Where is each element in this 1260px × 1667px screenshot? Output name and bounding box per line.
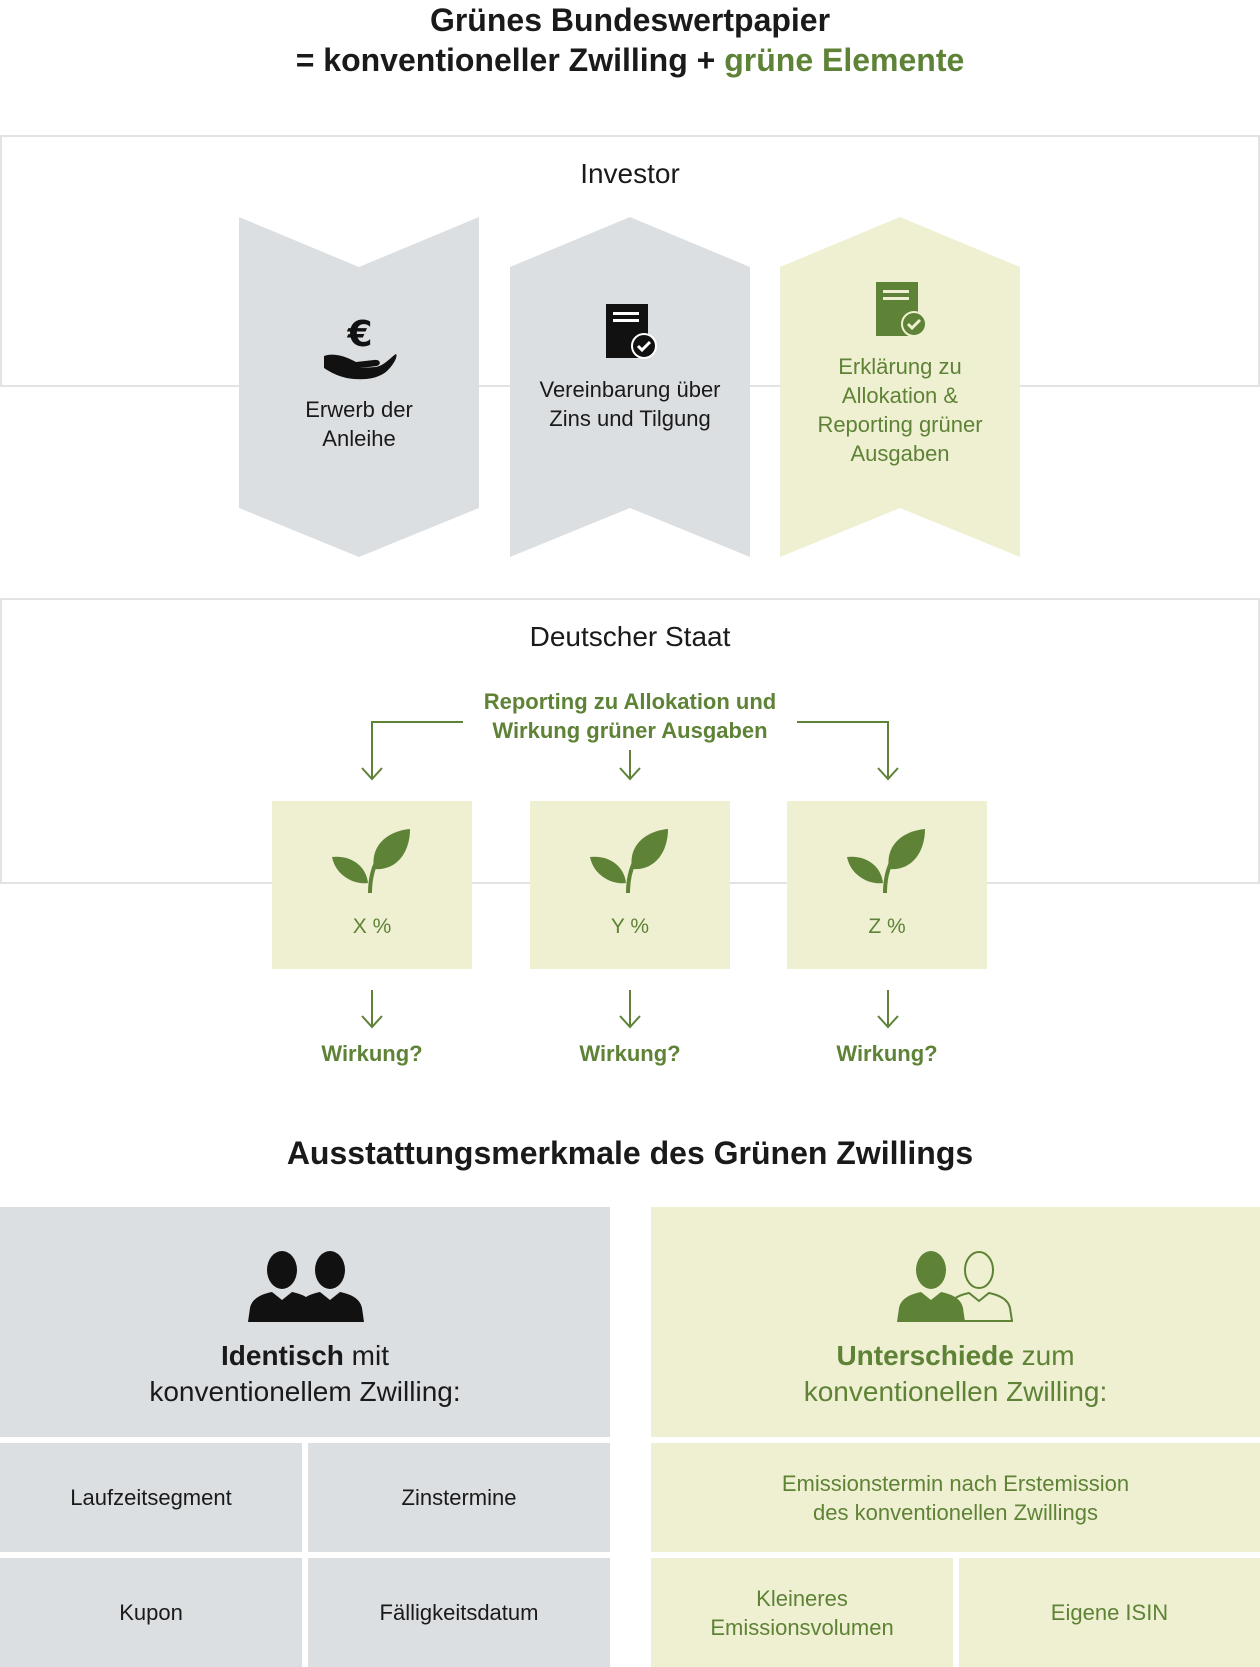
arrow-left [362, 722, 463, 779]
allocation-pct: Z % [868, 915, 906, 938]
title-prefix: = konventioneller Zwilling + [295, 42, 716, 78]
identical-item-kupon: Kupon [0, 1558, 302, 1667]
wirkung-arrow-2 [620, 990, 640, 1027]
difference-item-emissionstermin: Emissionstermin nach Erstemission des konventionellen Zwillings [651, 1443, 1260, 1552]
allocation-box-x [272, 801, 472, 969]
wirkung-arrow-1 [362, 990, 382, 1027]
differences-title-bold: Unterschiede [836, 1340, 1014, 1371]
allocation-box-z [787, 801, 987, 969]
allocation-pct: Y % [610, 915, 650, 938]
twin-outline-icon [897, 1250, 1013, 1322]
identical-item-laufzeitsegment: Laufzeitsegment [0, 1443, 302, 1552]
twins-icon [248, 1250, 364, 1322]
identical-title-bold: Identisch [220, 1340, 344, 1371]
identical-item-zinstermine: Zinstermine [308, 1443, 610, 1552]
investor-label: Investor [580, 158, 680, 189]
reporting-line-2: Wirkung grüner Ausgaben [492, 718, 768, 743]
differences-title-line-2: konventionellen Zwilling: [803, 1376, 1108, 1407]
difference-item-emissionsvolumen: Kleineres Emissionsvolumen [651, 1558, 953, 1667]
staat-label: Deutscher Staat [529, 621, 731, 652]
identical-title-line-1 [0, 1338, 610, 1374]
identical-title-rest: mit [343, 1340, 390, 1371]
leaf-icon [588, 825, 672, 897]
wirkung-label-3: Wirkung? [836, 1041, 938, 1066]
title-main: Grünes Bundeswertpapier [429, 2, 831, 38]
difference-item-isin: Eigene ISIN [959, 1558, 1260, 1667]
flag-text-3: Erklärung zu Allokation & Reporting grüner Ausgaben [817, 354, 983, 466]
identical-title [0, 1338, 610, 1410]
wirkung-label-2: Wirkung? [579, 1041, 681, 1066]
title-green-part: grüne Elemente [724, 42, 965, 78]
differences-title [651, 1338, 1260, 1410]
flag-text-2: Vereinbarung über Zins und Tilgung [539, 377, 721, 431]
differences-title-rest: zum [1013, 1340, 1075, 1371]
allocation-box-y [530, 801, 730, 969]
flag-text-1: Erwerb der Anleihe [305, 397, 413, 451]
arrow-middle [620, 750, 640, 779]
reporting-line-1: Reporting zu Allokation und [483, 689, 777, 714]
svg-text:€: € [347, 314, 373, 355]
differences-title-line-1 [651, 1338, 1260, 1374]
arrow-right [797, 722, 898, 779]
allocation-pct: X % [352, 915, 392, 938]
wirkung-arrow-3 [878, 990, 898, 1027]
leaf-icon [330, 825, 414, 897]
identical-item-faelligkeitsdatum: Fälligkeitsdatum [308, 1558, 610, 1667]
wirkung-label-1: Wirkung? [321, 1041, 423, 1066]
identical-title-line-2: konventionellem Zwilling: [149, 1376, 461, 1407]
leaf-icon [845, 825, 929, 897]
features-heading: Ausstattungsmerkmale des Grünen Zwillings [286, 1135, 974, 1171]
